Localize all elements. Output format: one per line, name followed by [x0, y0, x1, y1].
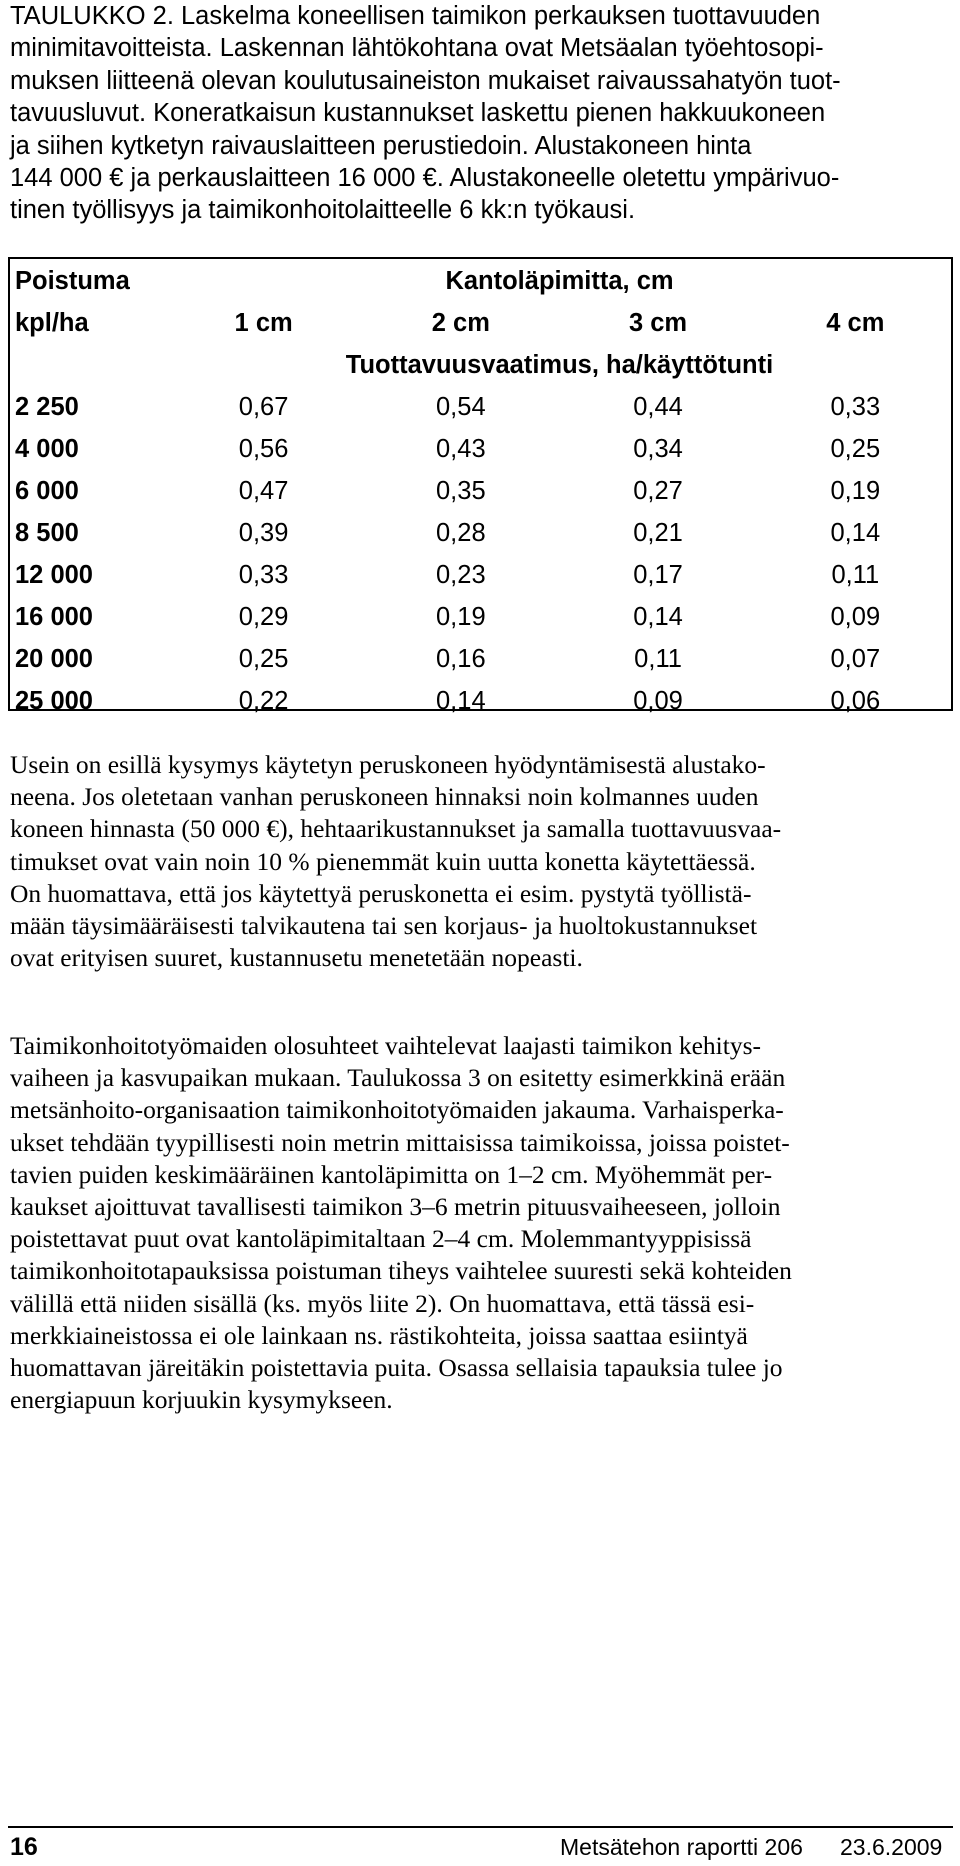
table-cell: 0,09	[633, 686, 683, 715]
table-row	[9, 638, 954, 680]
page-number: 16	[10, 1833, 38, 1861]
row-label: 16 000	[15, 602, 93, 631]
table-cell: 0,16	[436, 644, 486, 673]
report-date: 23.6.2009	[840, 1834, 943, 1860]
table-row	[9, 470, 954, 512]
table-header-row-3	[9, 344, 954, 386]
table-cell: 0,33	[830, 392, 881, 421]
table-cell: 0,19	[830, 476, 881, 505]
table-cell: 0,33	[238, 560, 289, 589]
table-cell: 0,11	[634, 644, 682, 673]
footer-rule	[8, 1826, 953, 1828]
table-cell: 0,07	[830, 644, 881, 673]
table-cell: 0,23	[436, 560, 486, 589]
table-row	[9, 512, 954, 554]
table-cell: 0,09	[830, 602, 881, 631]
table-cell: 0,44	[633, 392, 683, 421]
row-label: 25 000	[15, 686, 93, 715]
table-cell: 0,34	[633, 434, 683, 463]
table-caption: TAULUKKO 2. Laskelma koneellisen taimikon perkauksen tuottavuuden minimitavoitteista. Laskennan lähtökohtana ovat Metsäalan työehtosopi- muksen liitteenä olevan koulutusaineiston mukaiset raivaussahatyön tuot- tavuusluvut. Koneratkaisun kustannukset laskettu pienen hakkuukoneen ja siihen kytketyn raivauslaitteen perustiedoin. Alustakoneen hinta 144 000 € ja perkauslaitteen 16 000 €. Alustakoneelle oletettu ympärivuo- tinen työllisyys ja taimikonhoitolaitteelle 6 kk:n työkausi.	[10, 2, 841, 225]
table-cell: 0,21	[633, 518, 683, 547]
table-header-row-1	[9, 260, 954, 302]
paragraph-2: Taimikonhoitotyömaiden olosuhteet vaihtelevat laajasti taimikon kehitys- vaiheen ja kasvupaikan mukaan. Taulukossa 3 on esitetty esimerkkinä erään metsänhoito-organisaation taimikonhoitotyömaiden jakauma. Varhaisperka- ukset tehdään tyypillisesti noin metrin mittaisissa taimikoissa, joissa poistet- tavien puiden keskimääräinen kantoläpimitta on 1–2 cm. Myöhemmät per- kaukset ajoittuvat tavallisesti taimikon 3–6 metrin pituusvaiheeseen, jolloin poistettavat puut ovat kantoläpimitaltaan 2–4 cm. Molemmantyyppisissä taimikonhoitotapauksissa poistuman tiheys vaihtelee suuresti sekä kohteiden välillä että niiden sisällä (ks. myös liite 2). On huomattava, että tässä esi- merkkiaineistossa ei ole lainkaan ns. rästikohteita, joissa saattaa esiintyä huomattavan järeitäkin poistettavia puita. Osassa sellaisia tapauksia tulee jo energiapuun korjuukin kysymykseen.	[10, 1031, 792, 1415]
table-cell: 0,19	[436, 602, 486, 631]
column-header: 2 cm	[431, 308, 490, 337]
table-row	[9, 386, 954, 428]
column-header: 3 cm	[628, 308, 688, 337]
table-cell: 0,43	[436, 434, 486, 463]
table-header-row-2	[9, 302, 954, 344]
group-header-kantolapimitta: Kantoläpimitta, cm	[445, 266, 674, 295]
row-header-poistuma: Poistuma	[15, 266, 130, 295]
table-cell: 0,47	[238, 476, 289, 505]
table-row	[9, 554, 954, 596]
paragraph-1: Usein on esillä kysymys käytetyn peruskoneen hyödyntämisestä alustako- neena. Jos oletetaan vanhan peruskoneen hinnaksi noin kolmannes uuden koneen hinnasta (50 000 €), hehtaarikustannukset ja samalla tuottavuusvaa- timukset ovat vain noin 10 % pienemmät kuin uutta konetta käytettäessä. On huomattava, että jos käytettyä peruskonetta ei esim. pystytä työllistä- mään täysimääräisesti talvikautena tai sen korjaus- ja huoltokustannukset ovat erityisen suuret, kustannusetu menetetään nopeasti.	[10, 750, 782, 973]
table-cell: 0,14	[830, 518, 881, 547]
table-cell: 0,11	[831, 560, 880, 589]
table-cell: 0,29	[238, 602, 289, 631]
table-cell: 0,56	[238, 434, 289, 463]
table-cell: 0,25	[830, 434, 881, 463]
table-row	[9, 596, 954, 638]
table-cell: 0,27	[633, 476, 683, 505]
unit-header: Tuottavuusvaatimus, ha/käyttötunti	[345, 350, 774, 379]
row-label: 4 000	[15, 434, 79, 463]
table-cell: 0,54	[436, 392, 486, 421]
table-cell: 0,14	[436, 686, 486, 715]
table-cell: 0,14	[633, 602, 683, 631]
column-header: 1 cm	[234, 308, 293, 337]
row-label: 20 000	[15, 644, 93, 673]
row-label: 8 500	[15, 518, 79, 547]
table-cell: 0,17	[633, 560, 683, 589]
table-cell: 0,22	[238, 686, 289, 715]
table-cell: 0,25	[238, 644, 289, 673]
row-label: 2 250	[15, 392, 79, 421]
table-row	[9, 680, 954, 722]
table-cell: 0,67	[238, 392, 289, 421]
row-label: 6 000	[15, 476, 79, 505]
table-cell: 0,39	[238, 518, 289, 547]
row-label: 12 000	[15, 560, 93, 589]
row-header-unit: kpl/ha	[15, 308, 89, 337]
table-cell: 0,06	[830, 686, 881, 715]
table-row	[9, 428, 954, 470]
report-name: Metsätehon raportti 206	[560, 1834, 803, 1860]
table-cell: 0,28	[436, 518, 486, 547]
productivity-table	[9, 260, 954, 722]
column-header: 4 cm	[826, 308, 885, 337]
table-cell: 0,35	[436, 476, 486, 505]
